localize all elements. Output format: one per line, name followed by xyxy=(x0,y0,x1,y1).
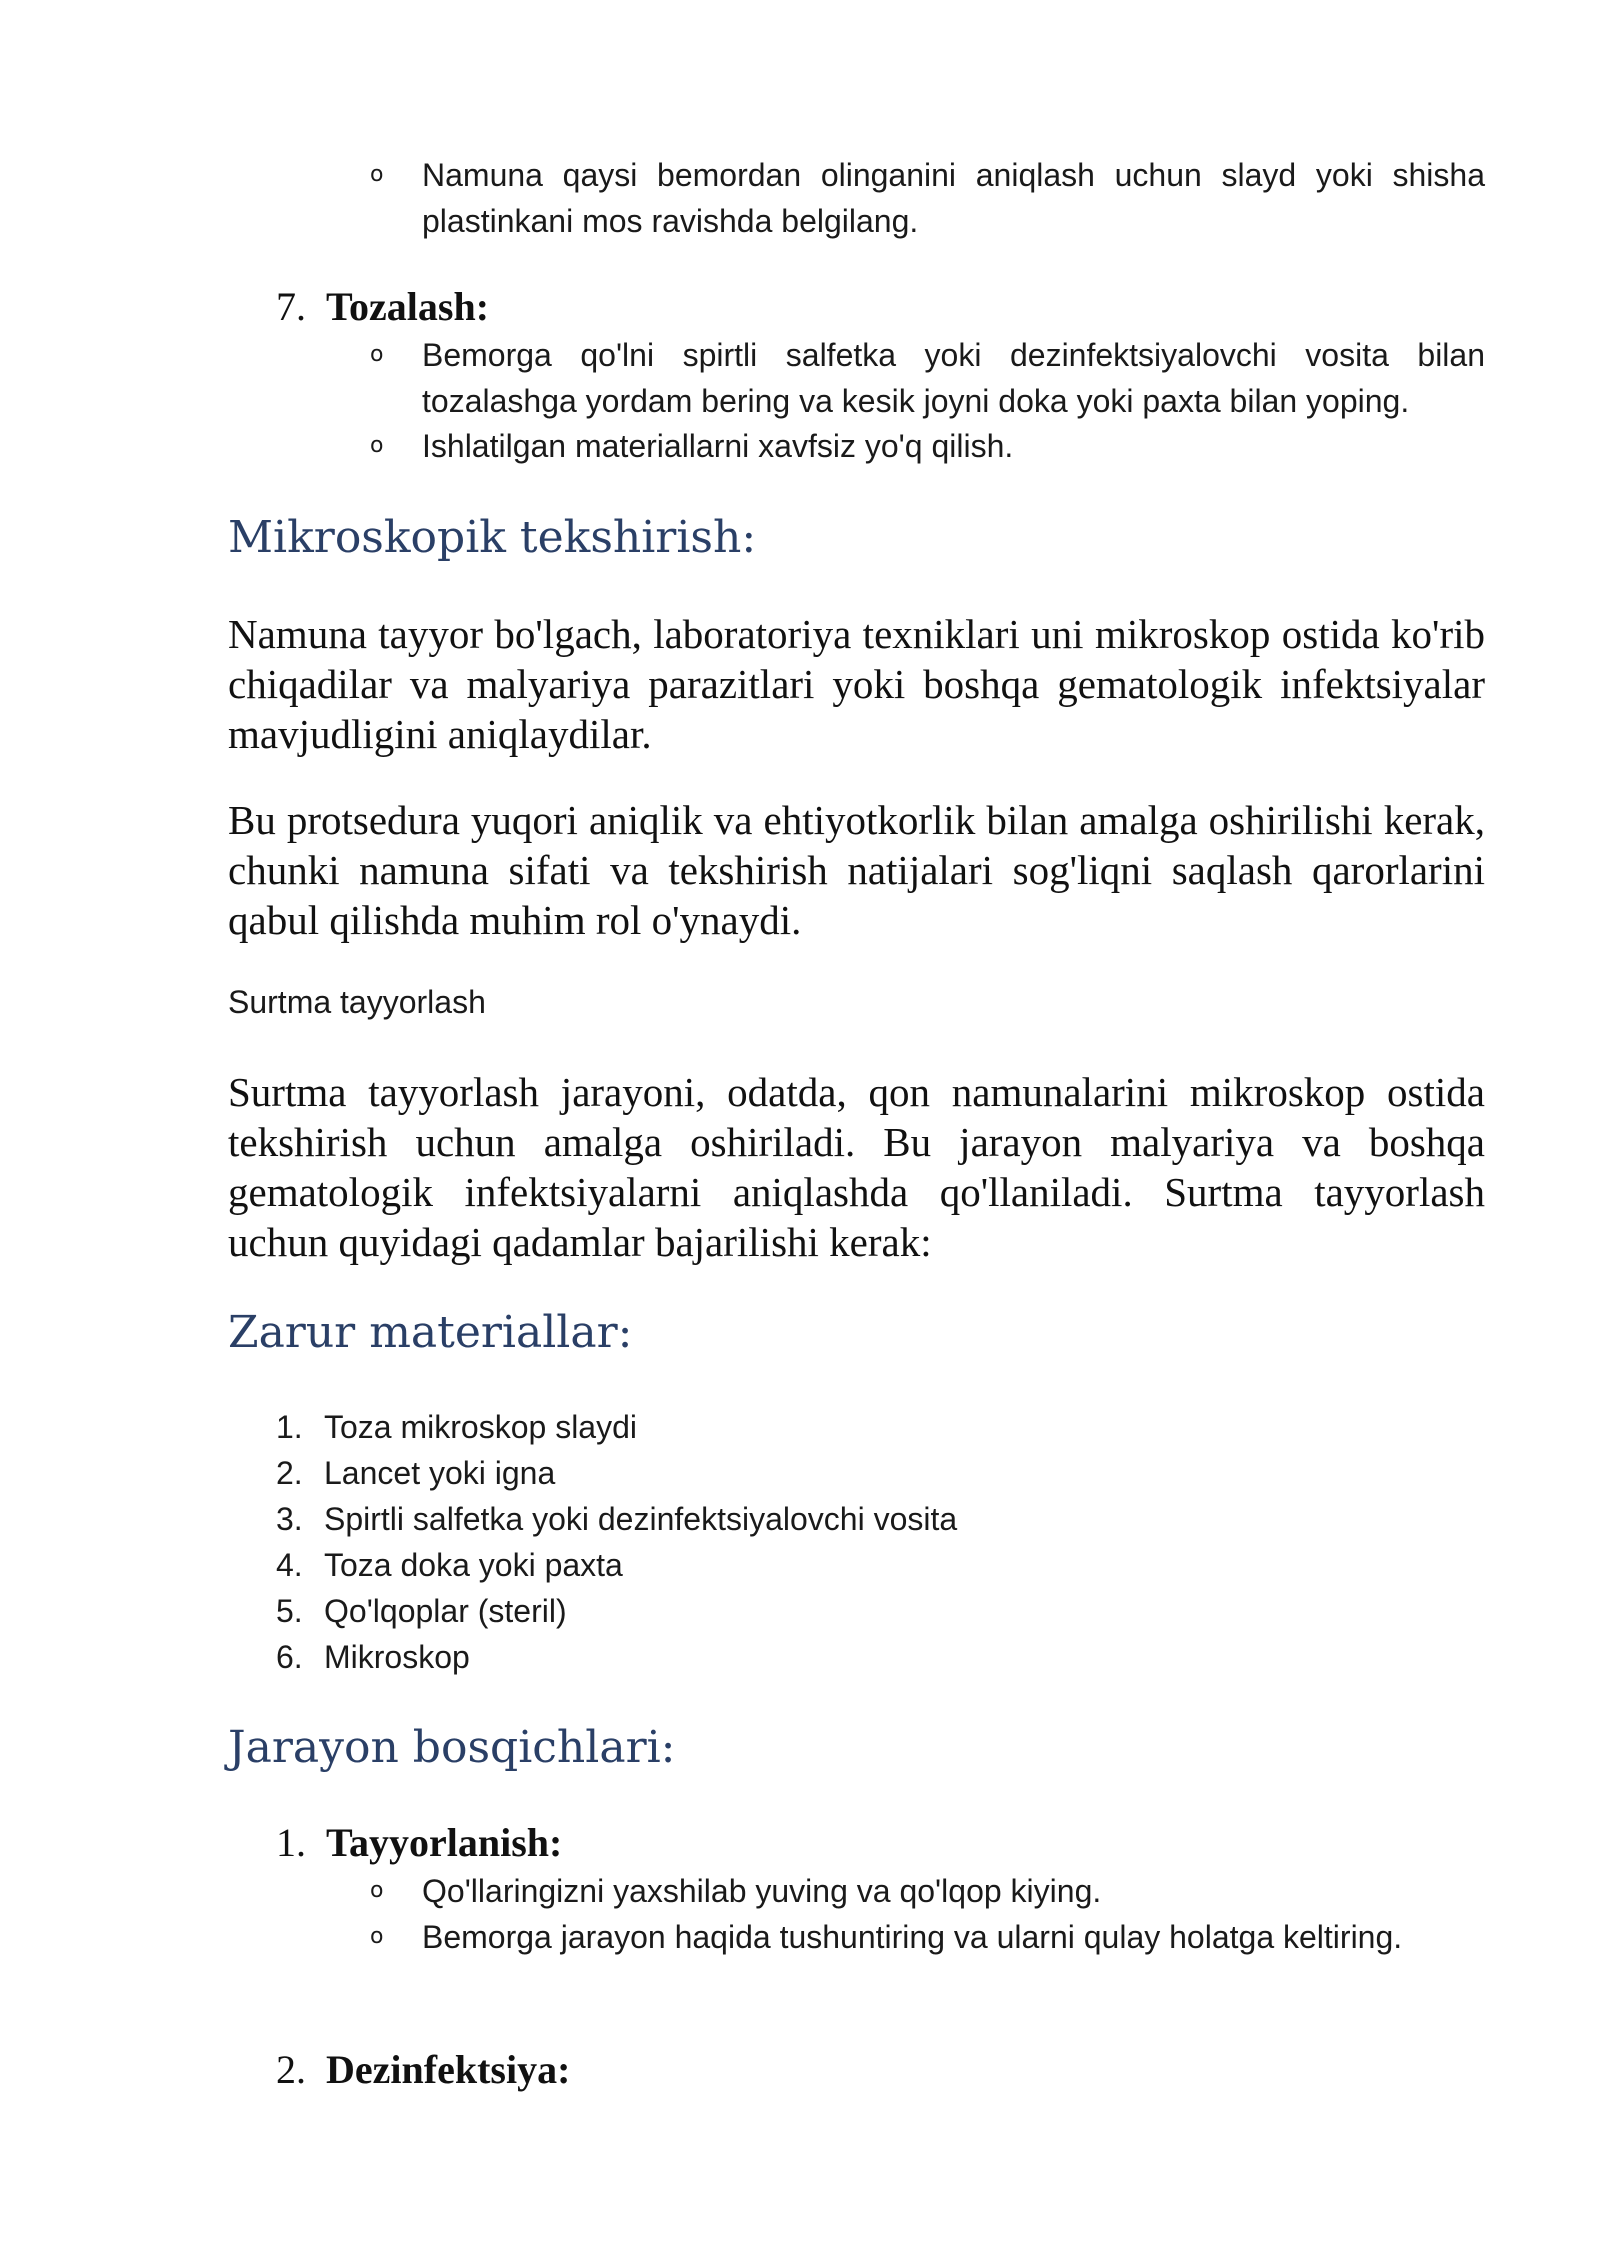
section-heading: Mikroskopik tekshirish: xyxy=(228,512,757,563)
list-item xyxy=(370,1914,1485,1960)
caption-text: Surtma tayyorlash xyxy=(228,984,486,1020)
list-item xyxy=(276,1404,957,1450)
list-item xyxy=(276,1588,957,1634)
bullet-text: Namuna qaysi bemordan olinganini aniqlash uchun slayd yoki shisha plastinkani mos ravishda belgilang. xyxy=(422,157,1485,239)
step-title: Dezinfektsiya: xyxy=(326,2047,571,2092)
list-text: Spirtli salfetka yoki dezinfektsiyalovchi vosita xyxy=(324,1501,958,1537)
step-number: 1. xyxy=(276,1820,306,1865)
paragraph: Bu protsedura yuqori aniqlik va ehtiyotkorlik bilan amalga oshirilishi kerak, chunki namuna sifati va tekshirish natijalari sog'liqni saqlash qarorlarini qabul qilishda muhim rol o'ynaydi. xyxy=(228,797,1485,943)
list-text: Toza doka yoki paxta xyxy=(324,1547,623,1583)
step-number: 7. xyxy=(276,284,306,329)
step-heading xyxy=(276,282,489,332)
step-title: Tozalash: xyxy=(326,284,490,329)
list-item xyxy=(370,423,1485,469)
list-number: 1. xyxy=(276,1409,303,1445)
bullet-text: Ishlatilgan materiallarni xavfsiz yo'q qilish. xyxy=(422,428,1014,464)
list-item xyxy=(276,1450,957,1496)
list-number: 4. xyxy=(276,1547,303,1583)
bullet-marker: o xyxy=(370,162,384,187)
list-item xyxy=(276,1634,957,1680)
list-number: 2. xyxy=(276,1455,303,1491)
section-heading: Zarur materiallar: xyxy=(228,1307,633,1358)
paragraph: Namuna tayyor bo'lgach, laboratoriya texniklari uni mikroskop ostida ko'rib chiqadilar va malyariya parazitlari yoki boshqa gematologik infektsiyalar mavjudligini aniqlaydilar. xyxy=(228,611,1485,757)
step-heading xyxy=(276,2045,570,2095)
section-heading: Jarayon bosqichlari: xyxy=(228,1722,676,1773)
list-text: Toza mikroskop slaydi xyxy=(324,1409,637,1445)
bullet-marker: o xyxy=(370,1924,384,1949)
list-text: Mikroskop xyxy=(324,1639,470,1675)
list-text: Lancet yoki igna xyxy=(324,1455,556,1491)
paragraph: Surtma tayyorlash jarayoni, odatda, qon namunalarini mikroskop ostida tekshirish uchun amalga oshiriladi. Bu jarayon malyariya va boshqa gematologik infektsiyalarni aniqlashda qo'llaniladi. Surtma tayyorlash uchun quyidagi qadamlar bajarilishi kerak: xyxy=(228,1069,1485,1265)
list-item xyxy=(370,152,1485,244)
list-item xyxy=(276,1542,957,1588)
list-number: 5. xyxy=(276,1593,303,1629)
bullet-text: Qo'llaringizni yaxshilab yuving va qo'lqop kiying. xyxy=(422,1873,1102,1909)
list-text: Qo'lqoplar (steril) xyxy=(324,1593,567,1629)
step-number: 2. xyxy=(276,2047,306,2092)
step-title: Tayyorlanish: xyxy=(326,1820,563,1865)
list-number: 3. xyxy=(276,1501,303,1537)
list-item xyxy=(370,1868,1485,1914)
bullet-marker: o xyxy=(370,433,384,458)
bullet-marker: o xyxy=(370,1878,384,1903)
list-number: 6. xyxy=(276,1639,303,1675)
bullet-marker: o xyxy=(370,342,384,367)
bullet-text: Bemorga jarayon haqida tushuntiring va ularni qulay holatga keltiring. xyxy=(422,1919,1403,1955)
materials-list xyxy=(276,1404,957,1680)
step-heading xyxy=(276,1818,562,1868)
list-item xyxy=(276,1496,957,1542)
bullet-text: Bemorga qo'lni spirtli salfetka yoki dezinfektsiyalovchi vosita bilan tozalashga yordam bering va kesik joyni doka yoki paxta bilan yoping. xyxy=(422,337,1485,419)
list-item xyxy=(370,332,1485,424)
